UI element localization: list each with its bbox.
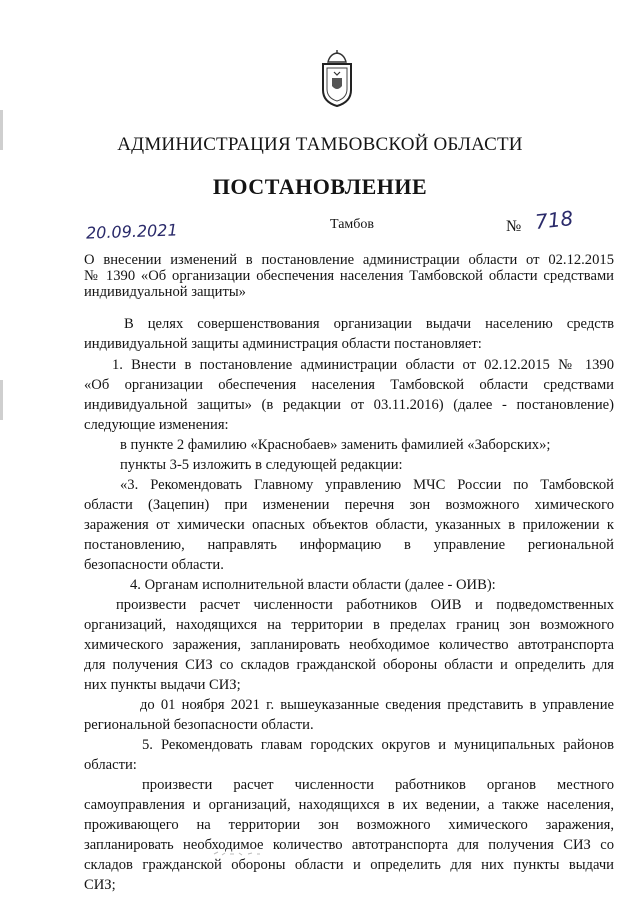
body-line: области (Зацепин) при изменении перечня зон возможного химического — [84, 497, 614, 513]
body-line: химического заражения, запланировать необходимое количество автотранспорта — [84, 637, 614, 653]
body-line: следующие изменения: — [84, 417, 229, 433]
document-subject — [84, 252, 614, 300]
body-line: 1. Внести в постановление администрации области от 02.12.2015 № 1390 — [112, 357, 614, 373]
body-line: индивидуальной защиты администрация области постановляет: — [84, 336, 482, 352]
body-line: 5. Рекомендовать главам городских округов и муниципальных районов — [142, 737, 614, 753]
body-line: региональной безопасности области. — [84, 717, 314, 733]
body-line: «Об организации обеспечения населения Тамбовской области средствами — [84, 377, 614, 393]
body-line: СИЗ; — [84, 877, 116, 893]
body-line: постановлению, направлять информацию в управление региональной — [84, 537, 614, 553]
body-line: произвести расчет численности работников ОИВ и подведомственных — [116, 597, 614, 613]
body-line: в пункте 2 фамилию «Краснобаев» заменить фамилией «Заборских»; — [120, 437, 551, 453]
coat-of-arms-icon — [320, 50, 354, 108]
subject-line: индивидуальной защиты» — [84, 284, 246, 300]
subject-line: О внесении изменений в постановление администрации области от 02.12.2015 — [84, 252, 614, 268]
body-line: до 01 ноября 2021 г. вышеуказанные сведения представить в управление — [140, 697, 614, 713]
body-line: индивидуальной защиты» (в редакции от 03.11.2016) (далее - постановление) — [84, 397, 614, 413]
body-line: самоуправления и организаций, находящихся в их ведении, а также населения, — [84, 797, 614, 813]
body-line: области: — [84, 757, 137, 773]
document-type-heading: ПОСТАНОВЛЕНИЕ — [212, 174, 428, 199]
body-line: заражения от химически опасных объектов области, указанных в приложении к — [84, 517, 614, 533]
body-line: запланировать необходимое количество автотранспорта для получения СИЗ со — [84, 837, 614, 853]
scan-edge-mark — [0, 380, 3, 420]
body-line: для получения СИЗ со складов гражданской обороны области и определить для — [84, 657, 614, 673]
body-line: 4. Органам исполнительной власти области (далее - ОИВ): — [130, 577, 496, 593]
document-date: 20.09.2021 — [85, 220, 178, 243]
organization-title: АДМИНИСТРАЦИЯ ТАМБОВСКОЙ ОБЛАСТИ — [117, 134, 523, 155]
body-line: организаций, находящихся на территории в пределах границ зон возможного — [84, 617, 614, 633]
body-line: безопасности области. — [84, 557, 224, 573]
body-line: них пункты выдачи СИЗ; — [84, 677, 241, 693]
body-line: проживающего на территории зон возможного химического заражения, — [84, 817, 614, 833]
number-sign: № — [506, 218, 522, 235]
document-number: 718 — [533, 206, 575, 234]
body-line: «3. Рекомендовать Главному управлению МЧС России по Тамбовской — [120, 477, 614, 493]
body-line: В целях совершенствования организации выдачи населению средств — [124, 316, 614, 332]
body-line: пункты 3-5 изложить в следующей редакции: — [120, 457, 403, 473]
document-city: Тамбов — [330, 217, 375, 232]
scan-artifact — [212, 848, 264, 858]
subject-line: № 1390 «Об организации обеспечения населения Тамбовской области средствами — [84, 268, 614, 284]
body-line: произвести расчет численности работников органов местного — [142, 777, 614, 793]
body-line: складов гражданской обороны области и определить для них пункты выдачи — [84, 857, 614, 873]
